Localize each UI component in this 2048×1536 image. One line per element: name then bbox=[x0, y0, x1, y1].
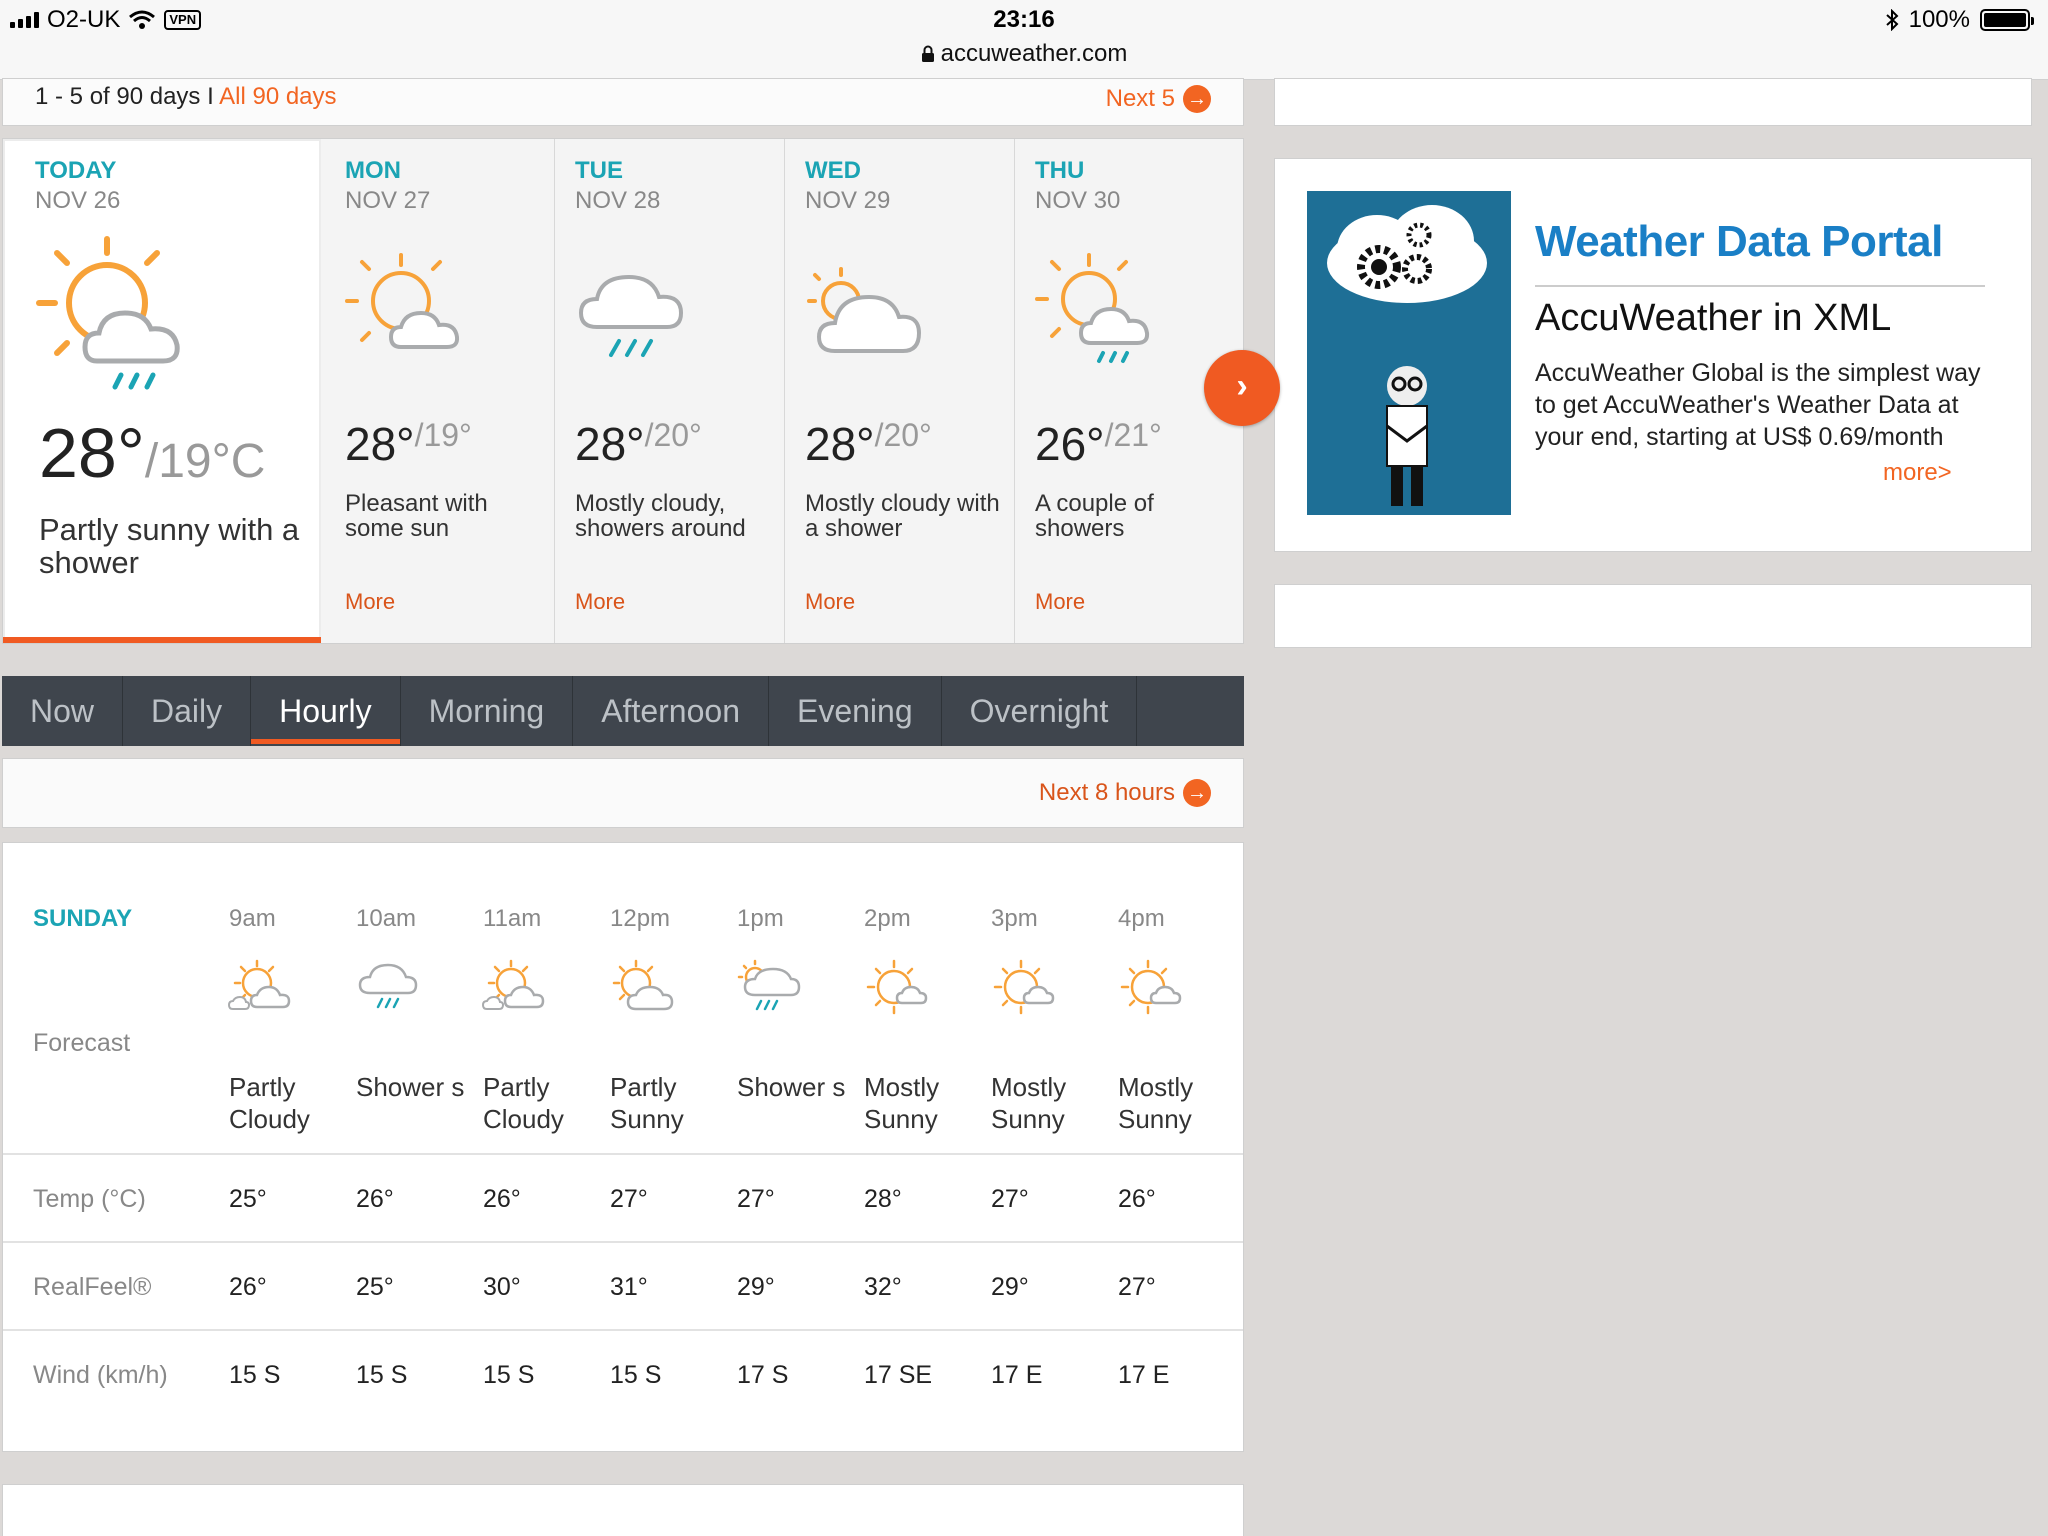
hour-wind: 15 S bbox=[229, 1361, 281, 1389]
temp-high: 28° bbox=[39, 414, 145, 492]
partly-sunny-shower-icon bbox=[35, 233, 215, 403]
day-desc: Mostly cloudy, showers around bbox=[575, 490, 746, 542]
temp-high: 28° bbox=[805, 418, 875, 470]
hour-realfeel: 29° bbox=[737, 1273, 775, 1301]
status-bar bbox=[0, 0, 2048, 80]
clock: 23:16 bbox=[993, 6, 1055, 33]
day-card-mon[interactable] bbox=[323, 139, 555, 643]
more-link[interactable]: More bbox=[345, 589, 396, 614]
hour-forecast: Mostly Sunny bbox=[1118, 1072, 1194, 1134]
temp-low: /20° bbox=[874, 417, 932, 453]
circle-arrow-right-icon: → bbox=[1183, 779, 1211, 807]
mostly-sunny-icon bbox=[862, 957, 928, 1015]
tab-afternoon[interactable]: Afternoon bbox=[573, 676, 769, 746]
day-desc: Pleasant with some sun bbox=[345, 490, 488, 542]
temp-low: /19°C bbox=[144, 435, 266, 488]
tab-hourly[interactable]: Hourly bbox=[251, 676, 400, 746]
more-link[interactable]: More bbox=[805, 589, 856, 614]
tab-now[interactable]: Now bbox=[2, 676, 123, 746]
more-link[interactable]: More bbox=[1035, 589, 1086, 614]
hour-forecast: Partly Sunny bbox=[610, 1072, 684, 1134]
day-desc: A couple of showers bbox=[1035, 490, 1154, 542]
hour-realfeel: 26° bbox=[229, 1273, 267, 1301]
temp-high: 26° bbox=[1035, 418, 1105, 470]
temp-low: /19° bbox=[414, 417, 472, 453]
url-text: accuweather.com bbox=[940, 40, 1128, 67]
day-card-tue[interactable] bbox=[555, 139, 785, 643]
row-label-temp: Temp (°C) bbox=[33, 1185, 146, 1213]
row-label-realfeel: RealFeel® bbox=[33, 1273, 152, 1301]
partly-sunny-icon bbox=[608, 957, 674, 1015]
hour-time: 11am bbox=[483, 905, 542, 932]
partly-sunny-icon bbox=[343, 251, 473, 361]
hour-forecast: Partly Cloudy bbox=[483, 1072, 564, 1134]
next-8-hours-label: Next 8 hours bbox=[1038, 779, 1175, 806]
hour-wind: 17 SE bbox=[864, 1361, 933, 1389]
hourly-forecast-table bbox=[2, 842, 1244, 1452]
hour-time: 12pm bbox=[610, 905, 671, 932]
hour-time: 2pm bbox=[864, 905, 911, 932]
circle-arrow-right-icon: → bbox=[1183, 85, 1211, 113]
ad-body: AccuWeather Global is the simplest way to get AccuWeather's Weather Data at your end, starting at US$ 0.69/month bbox=[1535, 359, 1981, 451]
temp-low: /20° bbox=[644, 417, 702, 453]
ad-subtitle: AccuWeather in XML bbox=[1535, 297, 1892, 339]
forecast-tabs bbox=[2, 676, 1244, 746]
temp-low: /21° bbox=[1104, 417, 1162, 453]
sun-shower-icon bbox=[735, 957, 801, 1015]
shower-icon bbox=[354, 957, 420, 1015]
vpn-badge: VPN bbox=[164, 10, 201, 30]
day-name: WED bbox=[805, 157, 861, 184]
mostly-cloudy-icon bbox=[805, 265, 935, 365]
more-link[interactable]: More bbox=[575, 589, 626, 614]
right-top-box bbox=[1274, 78, 2032, 126]
day-name: THU bbox=[1035, 157, 1085, 184]
row-label-forecast: Forecast bbox=[33, 1029, 131, 1057]
day-card-wed[interactable] bbox=[785, 139, 1015, 643]
tab-overnight[interactable]: Overnight bbox=[942, 676, 1138, 746]
hour-forecast: Partly Cloudy bbox=[229, 1072, 310, 1134]
status-right bbox=[1885, 6, 2030, 34]
row-label-wind: Wind (km/h) bbox=[33, 1361, 168, 1389]
hour-realfeel: 25° bbox=[356, 1273, 394, 1301]
hour-time: 4pm bbox=[1118, 905, 1165, 932]
hour-realfeel: 27° bbox=[1118, 1273, 1156, 1301]
tab-morning[interactable]: Morning bbox=[401, 676, 574, 746]
hours-nav-bar bbox=[2, 758, 1244, 828]
temp-high: 28° bbox=[345, 418, 415, 470]
day-name: TUE bbox=[575, 157, 623, 184]
ad-illustration bbox=[1307, 191, 1511, 515]
hour-temp: 27° bbox=[610, 1185, 648, 1213]
hour-forecast: Mostly Sunny bbox=[991, 1072, 1067, 1134]
hour-time: 1pm bbox=[737, 905, 784, 932]
days-range-bar bbox=[2, 78, 1244, 126]
tab-daily[interactable]: Daily bbox=[123, 676, 251, 746]
row-divider bbox=[3, 1329, 1243, 1331]
hour-realfeel: 31° bbox=[610, 1273, 648, 1301]
hour-wind: 15 S bbox=[356, 1361, 408, 1389]
day-temp bbox=[345, 417, 472, 471]
hour-temp: 28° bbox=[864, 1185, 902, 1213]
daily-forecast-strip bbox=[2, 138, 1244, 644]
day-name: MON bbox=[345, 157, 401, 184]
ad-more-link[interactable]: more> bbox=[1883, 459, 1952, 486]
hour-temp: 26° bbox=[483, 1185, 521, 1213]
hour-time: 9am bbox=[229, 905, 276, 932]
hour-wind: 15 S bbox=[610, 1361, 662, 1389]
hour-wind: 17 E bbox=[991, 1361, 1043, 1389]
today-active-indicator bbox=[3, 637, 321, 643]
chevron-right-icon[interactable]: › bbox=[1204, 350, 1280, 426]
mostly-sunny-icon bbox=[1116, 957, 1182, 1015]
tab-evening[interactable]: Evening bbox=[769, 676, 942, 746]
day-card-today[interactable] bbox=[3, 139, 321, 643]
hour-forecast: Mostly Sunny bbox=[864, 1072, 940, 1134]
hour-time: 10am bbox=[356, 905, 417, 932]
day-date: NOV 27 bbox=[345, 187, 431, 214]
cloud-rain-icon bbox=[575, 269, 695, 379]
hour-wind: 17 E bbox=[1118, 1361, 1170, 1389]
hour-temp: 25° bbox=[229, 1185, 267, 1213]
day-temp bbox=[575, 417, 702, 471]
temp-high: 28° bbox=[575, 418, 645, 470]
partly-sunny-shower-icon bbox=[1033, 251, 1163, 381]
hour-temp: 26° bbox=[356, 1185, 394, 1213]
hour-temp: 27° bbox=[991, 1185, 1029, 1213]
day-desc: Mostly cloudy with a shower bbox=[805, 490, 1000, 542]
carrier-label: O2-UK bbox=[47, 6, 121, 33]
day-date: NOV 30 bbox=[1035, 187, 1121, 214]
day-date: NOV 28 bbox=[575, 187, 661, 214]
ad-divider bbox=[1535, 285, 1985, 287]
all-days-link[interactable]: All 90 days bbox=[219, 83, 337, 110]
day-desc: Partly sunny with a shower bbox=[39, 512, 300, 580]
bottom-panel bbox=[2, 1484, 1244, 1536]
range-text bbox=[35, 83, 337, 111]
hour-wind: 15 S bbox=[483, 1361, 535, 1389]
ad-panel[interactable] bbox=[1274, 158, 2032, 552]
hour-temp: 27° bbox=[737, 1185, 775, 1213]
battery-icon bbox=[1980, 9, 2030, 31]
right-bottom-box bbox=[1274, 584, 2032, 648]
hour-forecast: Shower s bbox=[737, 1072, 846, 1102]
mostly-sunny-icon bbox=[989, 957, 1055, 1015]
hour-realfeel: 29° bbox=[991, 1273, 1029, 1301]
hourly-day-label: SUNDAY bbox=[33, 905, 133, 932]
today-temp bbox=[39, 413, 265, 493]
day-name: TODAY bbox=[35, 157, 117, 184]
range-count: 1 - 5 of 90 days I bbox=[35, 83, 220, 110]
url-bar[interactable] bbox=[0, 40, 2048, 68]
partly-cloudy-icon bbox=[227, 957, 293, 1015]
hour-realfeel: 32° bbox=[864, 1273, 902, 1301]
ad-title: Weather Data Portal bbox=[1535, 217, 1943, 266]
day-date: NOV 29 bbox=[805, 187, 891, 214]
next-8-hours-link[interactable] bbox=[1039, 779, 1211, 807]
hour-forecast: Shower s bbox=[356, 1072, 465, 1102]
row-divider bbox=[3, 1241, 1243, 1243]
next-5-link[interactable] bbox=[1106, 85, 1211, 113]
day-date: NOV 26 bbox=[35, 187, 121, 214]
battery-percent: 100% bbox=[1908, 6, 1970, 33]
bluetooth-icon bbox=[1885, 9, 1899, 31]
hour-temp: 26° bbox=[1118, 1185, 1156, 1213]
hour-realfeel: 30° bbox=[483, 1273, 521, 1301]
day-temp bbox=[805, 417, 932, 471]
hour-time: 3pm bbox=[991, 905, 1038, 932]
partly-cloudy-icon bbox=[481, 957, 547, 1015]
next-5-label: Next 5 bbox=[1105, 85, 1175, 112]
day-temp bbox=[1035, 417, 1162, 471]
row-divider bbox=[3, 1153, 1243, 1155]
hour-wind: 17 S bbox=[737, 1361, 789, 1389]
lock-icon bbox=[921, 45, 935, 63]
